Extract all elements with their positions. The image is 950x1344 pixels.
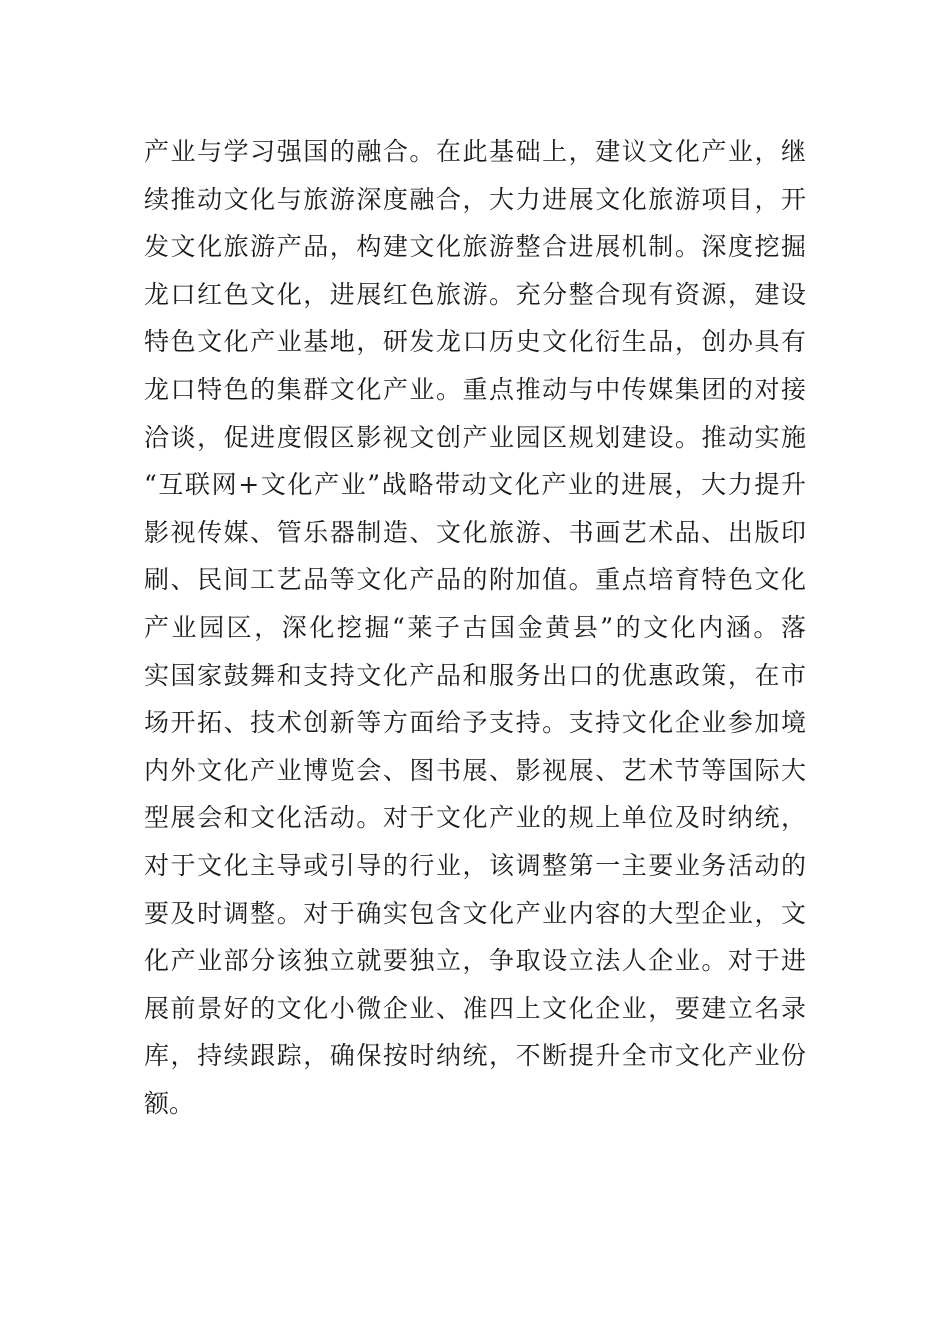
text-line: 额。 (144, 1088, 195, 1118)
text-line: 续推动文化与旅游深度融合，大力进展文化旅游项目，开 (144, 184, 806, 214)
text-line: 场开拓、技术创新等方面给予支持。支持文化企业参加境 (144, 708, 806, 738)
text-line: 对于文化主导或引导的行业，该调整第一主要业务活动的 (144, 850, 806, 880)
text-line: 龙口特色的集群文化产业。重点推动与中传媒集团的对接 (144, 374, 806, 404)
text-line: 展前景好的文化小微企业、准四上文化企业，要建立名录 (144, 993, 806, 1023)
text-line: 影视传媒、管乐器制造、文化旅游、书画艺术品、出版印 (144, 517, 806, 547)
text-line: 型展会和文化活动。对于文化产业的规上单位及时纳统， (144, 803, 806, 833)
text-line: 化产业部分该独立就要独立，争取设立法人企业。对于进 (144, 946, 806, 976)
text-line: 产业与学习强国的融合。在此基础上，建议文化产业，继 (144, 137, 806, 166)
text-line: 产业园区，深化挖掘“莱子古国金黄县”的文化内涵。落 (144, 612, 806, 642)
text-line: 特色文化产业基地，研发龙口历史文化衍生品，创办具有 (144, 327, 806, 357)
text-line: 内外文化产业博览会、图书展、影视展、艺术节等国际大 (144, 755, 806, 785)
text-line: 刷、民间工艺品等文化产品的附加值。重点培育特色文化 (144, 565, 806, 595)
text-line: 要及时调整。对于确实包含文化产业内容的大型企业，文 (144, 898, 806, 928)
text-line: 库，持续跟踪，确保按时纳统，不断提升全市文化产业份 (144, 1041, 806, 1071)
text-line: “互联网+文化产业”战略带动文化产业的进展，大力提升 (144, 470, 806, 500)
text-line: 洽谈，促进度假区影视文创产业园区规划建设。推动实施 (144, 422, 806, 452)
text-line: 发文化旅游产品，构建文化旅游整合进展机制。深度挖掘 (144, 232, 806, 262)
paragraph (144, 128, 806, 1127)
text-line: 龙口红色文化，进展红色旅游。充分整合现有资源，建设 (144, 279, 806, 309)
text-line: 实国家鼓舞和支持文化产品和服务出口的优惠政策，在市 (144, 660, 806, 690)
